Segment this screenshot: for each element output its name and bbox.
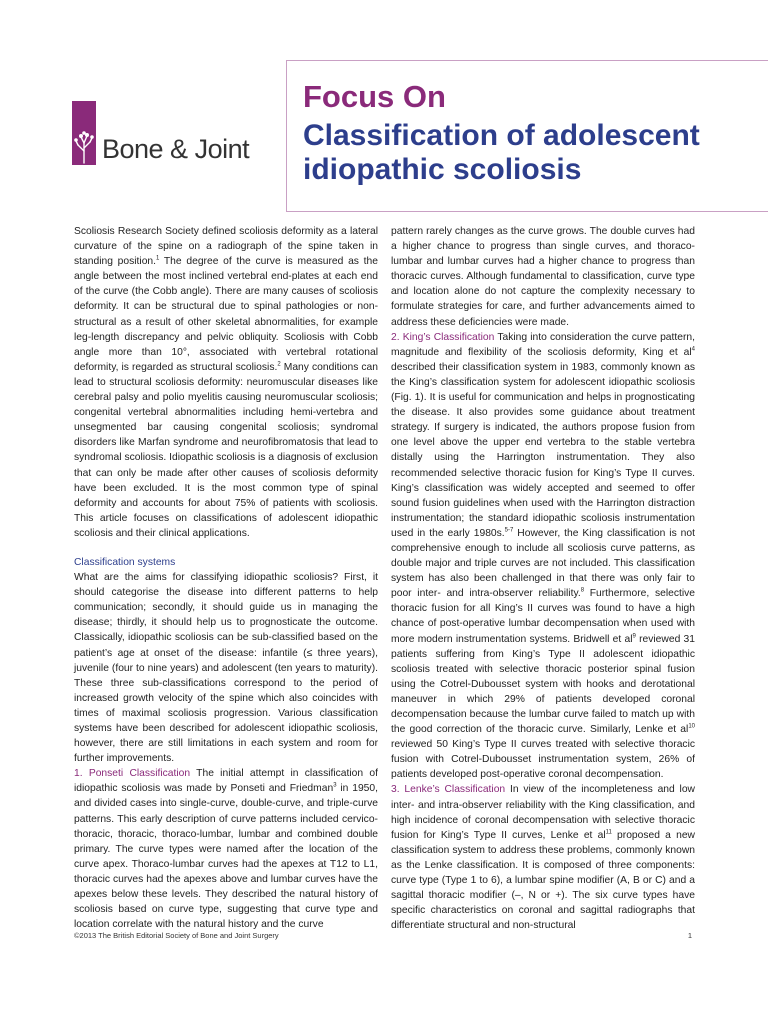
king-heading: 2. King’s Classification xyxy=(391,331,495,343)
intro-paragraph: Scoliosis Research Society defined scoliosis deformity as a lateral curvature of the spine on a radiograph of the spine taken in standing position.$^1$ The degree of the curve is measured as the angle between the most inclined vertebral end-plates at each end of the curve (the Cobb angle). There are many causes of scoliosis deformity. It can be structural due to spinal pathologies or non-structural as a result of other skeletal abnormalities, for example leg-length discrepancy and pelvic obliquity. Scoliosis with Cobb angle more than 10°, associated with vertebral rotational deformity, is regarded as structural scoliosis.$^2$ Many conditions can lead to structural scoliosis deformity: neuromuscular diseases like cerebral palsy and polio myelitis causing neuromuscular scoliosis; congenital vertebral abnormalities including hemi-vertebra and unsegmented bar causing congenital scoliosis; syndromal disorders like Marfan syndrome and neurofibromatosis that lead to syndromal scoliosis. Idiopathic scoliosis is a diagnosis of exclusion that can only be made after other causes of scoliosis deformity have been excluded. It is the most common type of spinal deformity and accounts for about 75% of patients with scoliosis. This article focuses on classifications of adolescent idiopathic scoliosis and their clinical applications. xyxy=(74,226,379,539)
lenke-heading: 3. Lenke’s Classification xyxy=(391,784,506,796)
ponseti-continued-paragraph: pattern rarely changes as the curve grows. The double curves had a higher chance to progress than single curves, and thoraco-lumbar and lumbar curves had a higher chance to progress than thoracic curves. Although fundamental to classification, curve type and location alone do not capture the complexity necessary to formulate strategies for care, and further advancements aimed to address these deficiencies were made. xyxy=(391,226,695,328)
brand-logo xyxy=(72,100,249,165)
copyright-notice: ©2013 The British Editorial Society of Bone and Joint Surgery xyxy=(74,931,279,940)
classification-aims-paragraph: What are the aims for classifying idiopathic scoliosis? First, it should categorise the disease into different patterns to help communication; secondly, it should guide us in managing the disease; thirdly, it should help us to prognosticate the outcome. Classically, idiopathic scoliosis can be sub-classified based on the patient’s age at onset of the disease: infantile (≤ three years), juvenile (four to nine years) and adolescent (ten years to maturity). These three sub-classifications correspond to the period of increased growth velocity of the spine which also coincides with times of maximal scoliosis progression. Various classification systems have been described for adolescent idiopathic scoliosis, however, there are still limitations in each system and room for further improvements. xyxy=(74,572,378,765)
ponseti-heading: 1. Ponseti Classification xyxy=(74,768,191,780)
section-kicker: Focus On xyxy=(303,79,446,114)
brand-name: Bone & Joint xyxy=(102,134,250,164)
title-box xyxy=(286,60,768,212)
king-paragraph: 2. King’s Classification Taking into consideration the curve pattern, magnitude and flexibility of the scoliosis deformity, King et $al^4$ described their classification system in 1983, commonly known as the King’s classification system for adolescent idiopathic scoliosis (Fig. 1). It is useful for communication and helps in prognosticating the disease. It also provides some guidance about treatment strategy. If surgery is indicated, the authors propose fusion from one level above the upper end vertebra to the stable vertebra distally using the Harrington instrumentation. They also recommended selective thoracic fusion for King’s Type II curves. King’s classification was widely accepted and seemed to offer sound fusion guidelines when used with the Harrington distraction instrumentation; the standard idiopathic scoliosis instrumentation used in the early 1980s.$^{5-7}$ However, the King classification is not comprehensive enough to include all scoliosis curve patterns, as double major and triple curves are not included. This classification system has also been challenged in that there was only fair to poor inter- and intra-observer reliability.$^8$ Furthermore, selective thoracic fusion for all King’s II curves was found to have a high chance of post-operative lumbar decompensation when used with more modern instrumentation systems. Bridwell et $al^9$ reviewed 31 patients suffering from King’s Type II adolescent idiopathic scoliosis treated with selective thoracic posterior spinal fusion using the Cotrel-Dubousset system with hooks and derotational maneuver in which 29% of patients developed coronal decompensation because the lumbar curve failed to match up with the good correction of the thoracic curve. Similarly, Lenke et $al^{10}$ reviewed 50 King’s Type II curves treated with selective thoracic fusion with Cotrel-Dubousset instrumentation system, 26% of patients developed post-operative coronal decompensation. xyxy=(391,331,696,781)
section-heading: Classification systems xyxy=(74,556,176,568)
article-title: Classification of adolescent idiopathic scoliosis xyxy=(303,119,700,186)
page-footer xyxy=(74,931,692,940)
lenke-paragraph: 3. Lenke’s Classification In view of the incompleteness and low inter- and intra-observer reliability with the King classification, and high incidence of coronal decompensation with selective thoracic fusion for King’s Type II curves, Lenke et $al^{11}$ proposed a new classification system to address these problems, commonly known as the Lenke classification. It is composed of three components: curve type (Type 1 to 6), a lumbar spine modifier (A, B or C) and a sagittal thoracic modifier (–, N or +). The six curve types have specific characteristics on coronal and sagittal radiographs that differentiate structural and non-structural xyxy=(391,784,695,932)
right-column xyxy=(391,224,695,933)
tree-icon xyxy=(72,101,96,165)
page-number: 1 xyxy=(687,931,692,940)
left-column xyxy=(74,224,378,932)
ponseti-paragraph: 1. Ponseti Classification The initial attempt in classification of idiopathic scoliosis was made by Ponseti and Friedman$^3$ in 1950, and divided cases into single-curve, double-curve, and triple-curve patterns. This early description of curve patterns included cervico-thoracic, thoracic, thoraco-lumbar, lumbar and combined double primary. The curve types were named after the location of the curve apex. Thoraco-lumbar curves had the apexes at T12 to L1, thoracic curves had the apexes above and lumbar curves have the apexes below these levels. They described the natural history of scoliosis based on curve type, suggesting that curve type and location correlate with the natural history and the curve xyxy=(74,768,378,931)
